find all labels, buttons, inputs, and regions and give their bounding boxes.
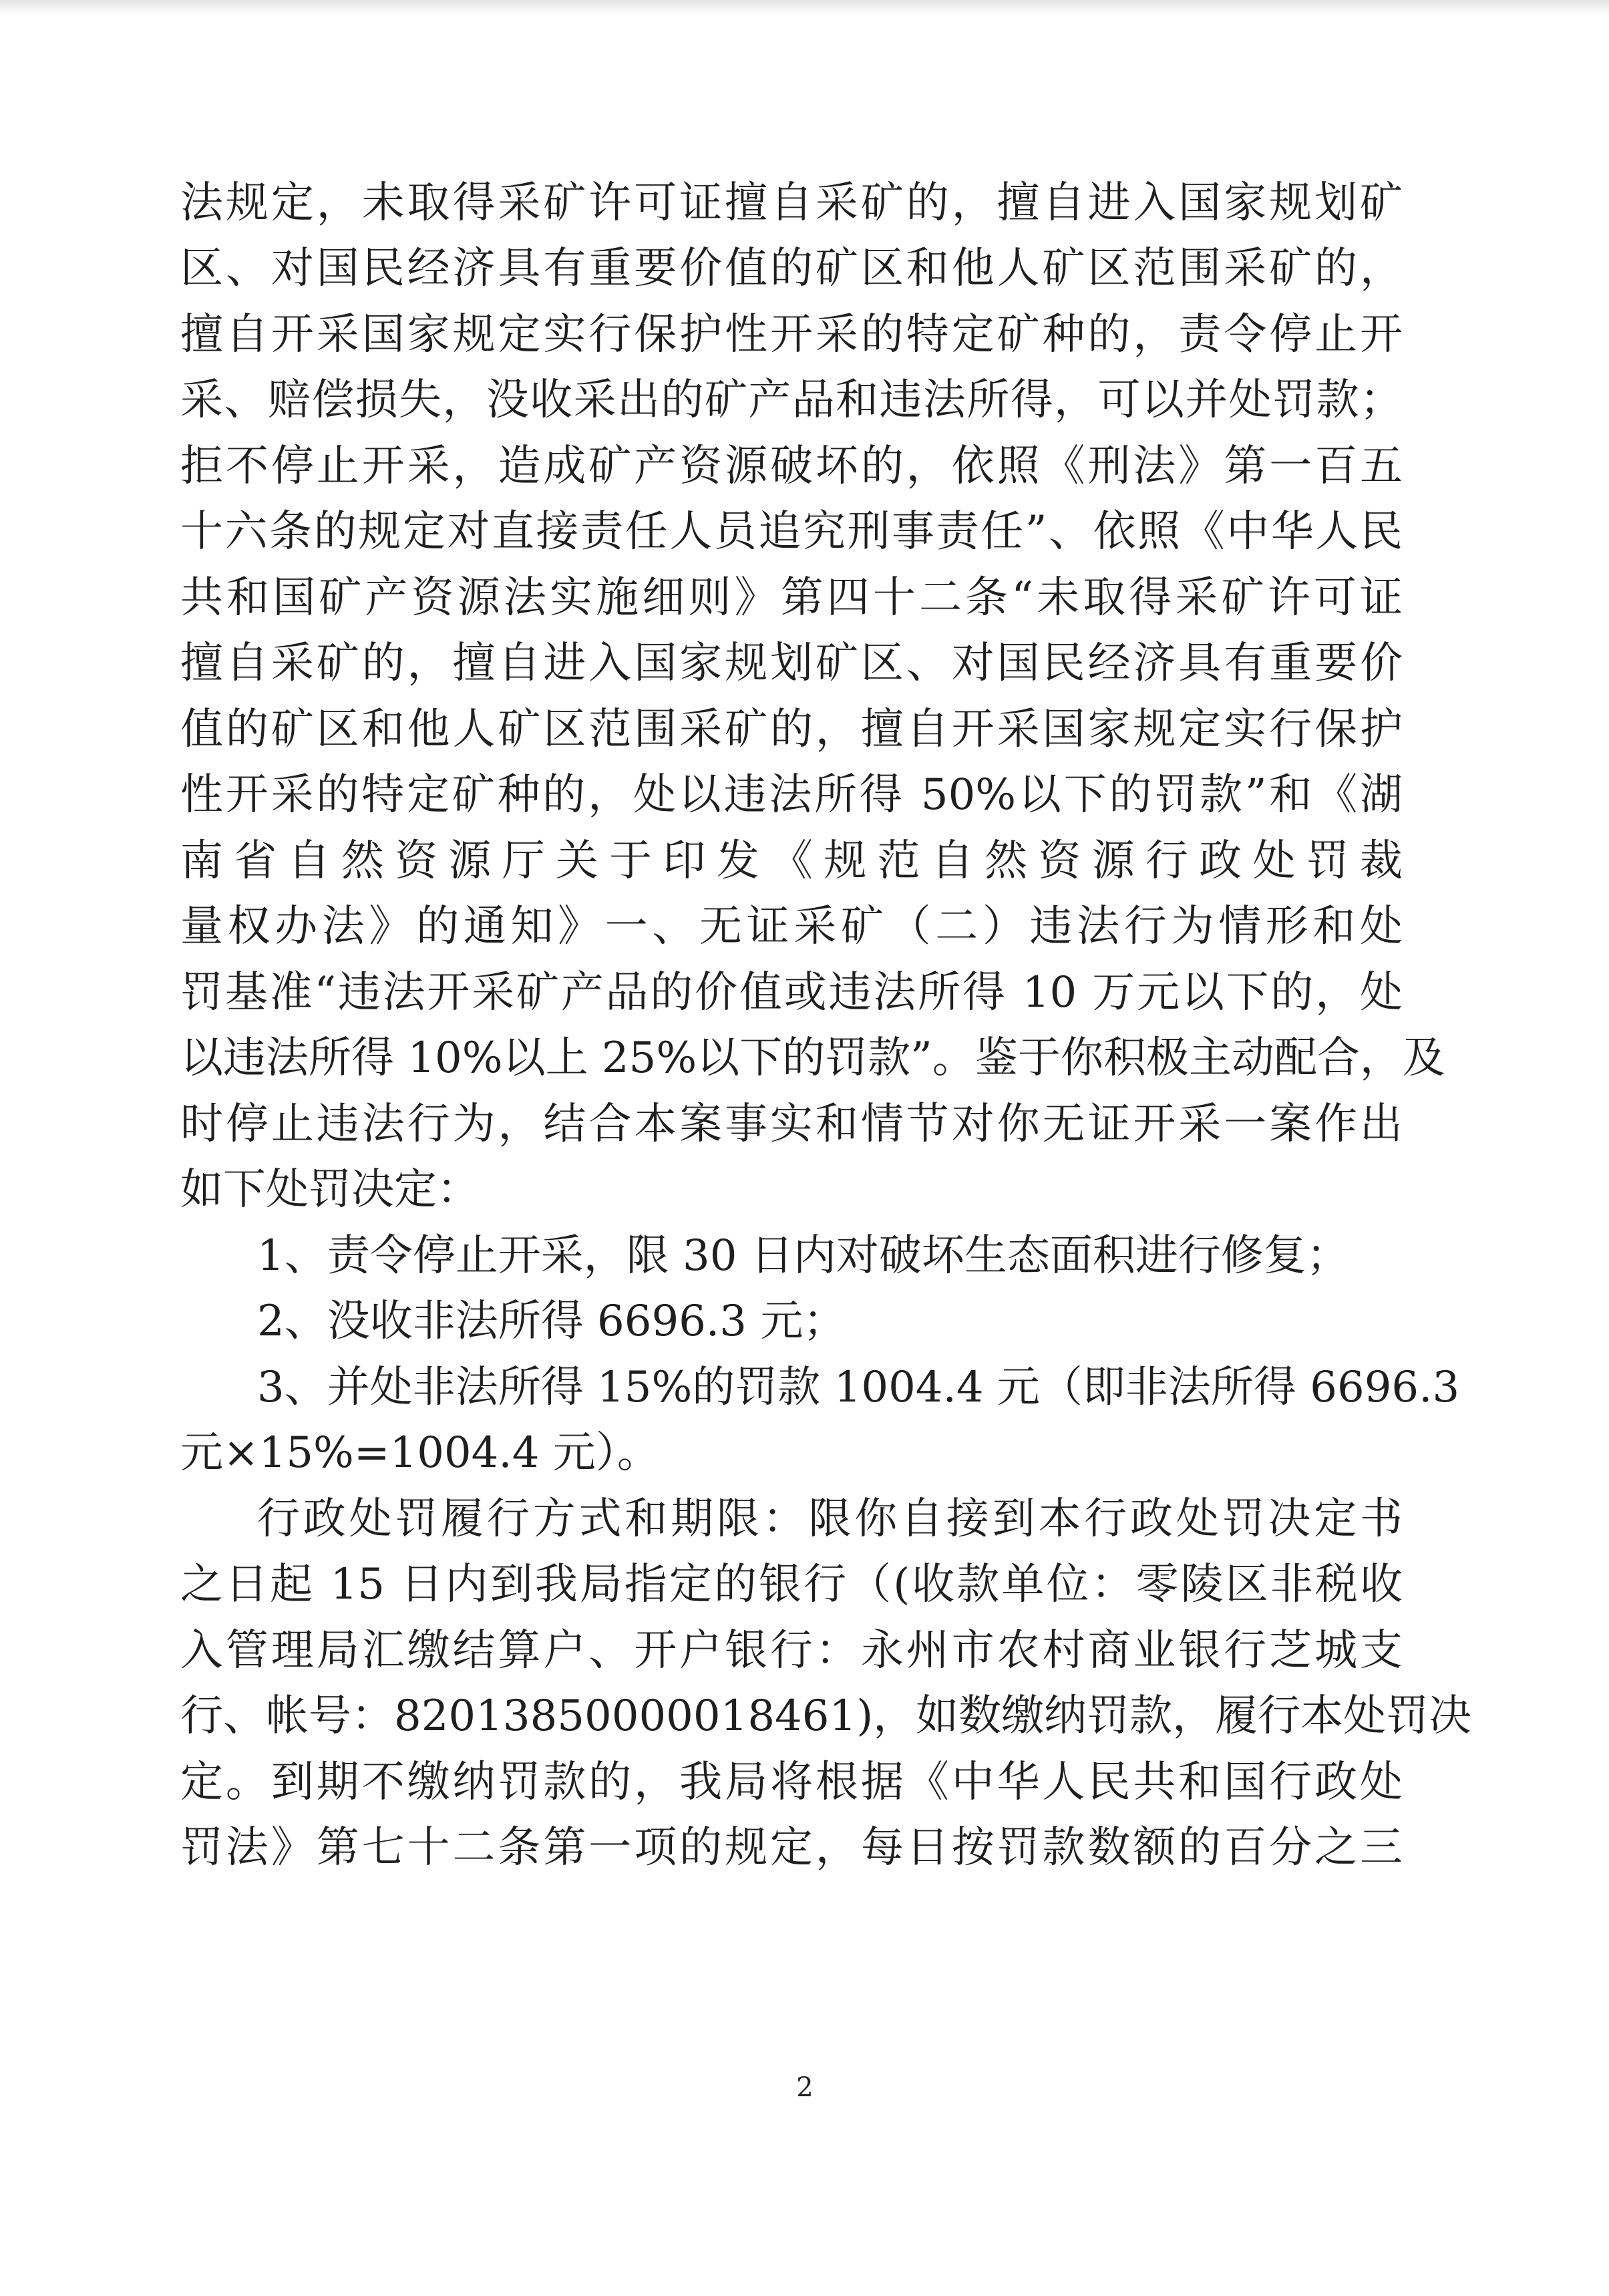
decision-item-2: 2、没收非法所得 6696.3 元； bbox=[257, 1297, 846, 1346]
payment-paragraph-line-5: 定。到期不缴纳罚款的，我局将根据《中华人民共和国行政处 bbox=[180, 1758, 1403, 1807]
text-line-5: 拒不停止开采，造成矿产资源破坏的，依照《刑法》第一百五 bbox=[180, 442, 1403, 491]
text-line-6: 十六条的规定对直接责任人员追究刑事责任”、依照《中华人民 bbox=[180, 507, 1403, 556]
text-line-14: 以违法所得 10%以上 25%以下的罚款”。鉴于你积极主动配合，及 bbox=[180, 1033, 1445, 1083]
text-line-4: 采、赔偿损失，没收采出的矿产品和违法所得，可以并处罚款； bbox=[180, 375, 1403, 425]
decision-item-3: 3、并处非法所得 15%的罚款 1004.4 元（即非法所得 6696.3 bbox=[257, 1363, 1460, 1412]
text-line-7: 共和国矿产资源法实施细则》第四十二条“未取得采矿许可证 bbox=[180, 573, 1403, 623]
page-number: 2 bbox=[796, 2072, 814, 2103]
text-line-16: 如下处罚决定： bbox=[180, 1165, 480, 1214]
text-line-10: 性开采的特定矿种的，处以违法所得 50%以下的罚款”和《湖 bbox=[180, 770, 1403, 820]
text-line-11: 南省自然资源厅关于印发《规范自然资源行政处罚裁 bbox=[180, 836, 1403, 886]
payment-paragraph-line-6: 罚法》第七十二条第一项的规定，每日按罚款数额的百分之三 bbox=[180, 1823, 1403, 1872]
text-line-15: 时停止违法行为，结合本案事实和情节对你无证开采一案作出 bbox=[180, 1100, 1403, 1149]
decision-item-3-continued: 元×15%=1004.4 元）。 bbox=[180, 1428, 660, 1478]
text-line-13: 罚基准“违法开采矿产品的价值或违法所得 10 万元以下的，处 bbox=[180, 968, 1403, 1017]
decision-item-1: 1、责令停止开采，限 30 日内对破坏生态面积进行修复； bbox=[257, 1231, 1349, 1281]
payment-paragraph-line-2: 之日起 15 日内到我局指定的银行（(收款单位：零陵区非税收 bbox=[180, 1560, 1403, 1609]
text-line-2: 区、对国民经济具有重要价值的矿区和他人矿区范围采矿的， bbox=[180, 244, 1403, 293]
payment-paragraph-line-1: 行政处罚履行方式和期限：限你自接到本行政处罚决定书 bbox=[257, 1494, 1403, 1544]
text-line-1: 法规定，未取得采矿许可证擅自采矿的，擅自进入国家规划矿 bbox=[180, 178, 1403, 228]
text-line-3: 擅自开采国家规定实行保护性开采的特定矿种的，责令停止开 bbox=[180, 310, 1403, 359]
payment-paragraph-line-4: 行、帐号：82013850000018461)，如数缴纳罚款，履行本处罚决 bbox=[180, 1691, 1472, 1741]
payment-paragraph-line-3: 入管理局汇缴结算户、开户银行：永州市农村商业银行芝城支 bbox=[180, 1626, 1403, 1675]
text-line-8: 擅自采矿的，擅自进入国家规划矿区、对国民经济具有重要价 bbox=[180, 639, 1403, 688]
text-line-12: 量权办法》的通知》一、无证采矿（二）违法行为情形和处 bbox=[180, 902, 1403, 951]
scan-top-edge bbox=[0, 0, 1609, 15]
text-line-9: 值的矿区和他人矿区范围采矿的，擅自开采国家规定实行保护 bbox=[180, 705, 1403, 754]
